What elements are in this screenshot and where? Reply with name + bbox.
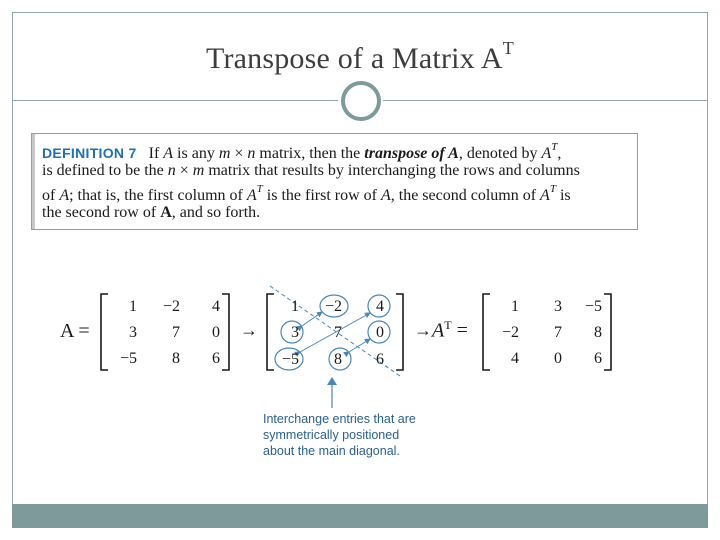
- matrix-a-entry-2-2: 7: [172, 324, 180, 341]
- def-term: A: [448, 145, 459, 162]
- def-sup: T: [256, 183, 263, 195]
- diagram-left-bracket: [267, 294, 274, 370]
- annotation-caption: [263, 411, 416, 459]
- def-text: matrix that results by interchanging the rows and columns: [204, 162, 580, 179]
- matrix-a-entry-3-3: 6: [212, 350, 220, 367]
- def-text: the second row of: [42, 204, 161, 221]
- annotation-line-2: symmetrically positioned: [263, 428, 400, 442]
- swap-arrow-12-21: [302, 312, 322, 326]
- matrix-at-left-bracket: [483, 294, 490, 370]
- def-text: ×: [175, 162, 193, 179]
- matrix-a-entry-1-2: −2: [162, 298, 180, 315]
- definition-line-1: [42, 141, 561, 163]
- def-text: matrix, then the: [255, 145, 365, 162]
- def-var: n: [167, 162, 176, 179]
- matrix-at-entry-3-3: 6: [594, 350, 602, 367]
- matrix-a-entry-3-2: 8: [172, 350, 180, 367]
- definition-box: [31, 133, 638, 230]
- title-text: Transpose of a Matrix A: [205, 42, 503, 75]
- def-var: A: [59, 187, 70, 204]
- def-text: ; that is, the first column of: [69, 187, 247, 204]
- matrix-a-right-bracket: [222, 294, 229, 370]
- swap-arrow-23-32: [349, 339, 370, 352]
- def-sup: T: [551, 141, 558, 153]
- title-divider-right: [383, 100, 708, 101]
- diagram-right-bracket: [396, 294, 403, 370]
- matrix-at-entry-1-2: 3: [554, 298, 562, 315]
- def-text: ,: [557, 145, 562, 162]
- divider-circle-ornament: [341, 81, 381, 121]
- diagram-entry-3-1: −5: [281, 351, 299, 368]
- definition-line-2: [42, 162, 580, 180]
- matrix-a-entry-3-1: −5: [119, 350, 137, 367]
- at-equals: =: [456, 319, 468, 342]
- matrix-a-left-bracket: [101, 294, 108, 370]
- matrix-a: [98, 292, 232, 372]
- arrow-right: →: [240, 320, 258, 340]
- definition-line-4: [42, 204, 260, 222]
- def-var: A: [380, 187, 391, 204]
- def-text: is: [555, 187, 571, 204]
- diagram-entry-1-1: 1: [291, 298, 299, 315]
- def-var: A: [540, 187, 550, 204]
- def-var: n: [247, 145, 256, 162]
- matrix-at-entry-2-2: 7: [554, 324, 562, 341]
- at-superscript: T: [444, 318, 452, 332]
- diagram-entry-1-3: 4: [376, 298, 384, 315]
- arrow-right-2: →: [414, 320, 432, 340]
- at-letter: A: [432, 319, 445, 342]
- matrix-at-entry-1-3: −5: [584, 298, 602, 315]
- def-sup: T: [549, 183, 556, 195]
- diagram-entry-1-2: −2: [324, 298, 342, 315]
- matrix-at: [480, 292, 614, 372]
- matrix-at-entry-2-1: −2: [501, 324, 519, 341]
- annotation-line-1: Interchange entries that are: [263, 412, 416, 426]
- matrix-at-entry-1-1: 1: [511, 298, 519, 315]
- footer-bar: [12, 504, 708, 528]
- matrix-at-entry-3-2: 0: [554, 350, 562, 367]
- annotation-arrowhead-icon: [327, 377, 337, 385]
- def-text: is defined to be the: [42, 162, 168, 179]
- def-var-bold: A: [160, 204, 172, 221]
- matrix-at-label: [432, 318, 468, 343]
- definition-label: DEFINITION 7: [42, 145, 137, 161]
- matrix-at-entry-2-3: 8: [594, 324, 602, 341]
- matrix-at-entry-3-1: 4: [511, 350, 519, 367]
- matrix-a-label: A =: [60, 320, 90, 342]
- matrix-at-right-bracket: [604, 294, 611, 370]
- diagram-entry-2-2: 7: [334, 324, 342, 341]
- matrix-a-entry-2-3: 0: [212, 324, 220, 341]
- def-var: m: [192, 162, 205, 179]
- diagram-entry-2-1: 3: [291, 324, 299, 341]
- matrix-a-diagonal-diagram: [262, 284, 412, 380]
- annotation-line-3: about the main diagonal.: [263, 444, 400, 458]
- def-var: A: [246, 187, 257, 204]
- def-var: A: [163, 145, 174, 162]
- def-text: is the first row of: [262, 187, 381, 204]
- def-var: A: [541, 145, 552, 162]
- diagram-entry-3-2: 8: [334, 351, 342, 368]
- title-divider-left: [12, 100, 338, 101]
- matrix-a-entry-1-1: 1: [129, 298, 137, 315]
- def-text: is any: [173, 145, 219, 162]
- def-text: , the second column of: [390, 187, 541, 204]
- annotation-pointer: [322, 376, 342, 410]
- diagram-entry-2-3: 0: [376, 324, 384, 341]
- diagram-entry-3-3: 6: [376, 351, 384, 368]
- matrix-a-entry-2-1: 3: [129, 324, 137, 341]
- def-text: , and so forth.: [171, 204, 261, 221]
- def-text: , denoted by: [458, 145, 542, 162]
- slide-title: [0, 38, 720, 76]
- def-text: ×: [230, 145, 248, 162]
- definition-line-3: [42, 183, 571, 205]
- def-text: If: [148, 145, 164, 162]
- def-term: transpose of: [364, 145, 449, 162]
- title-superscript: T: [502, 38, 514, 58]
- def-var: m: [218, 145, 231, 162]
- matrix-a-entry-1-3: 4: [212, 298, 220, 315]
- def-text: of: [42, 187, 60, 204]
